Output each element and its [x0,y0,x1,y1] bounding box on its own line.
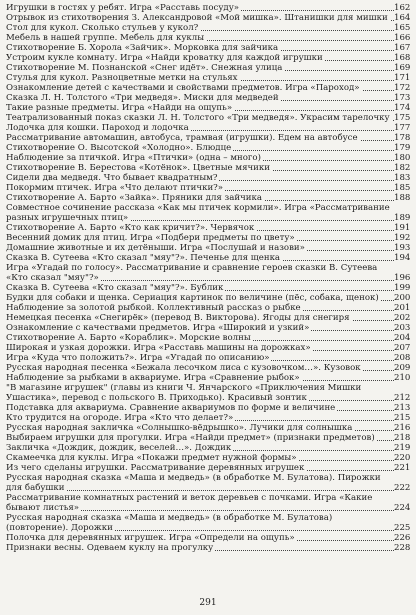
toc-entry-title: Рассматривание комнатных растений и веток деревьев с почками. Игра «Какие бывают листья» [6,493,373,513]
toc-entry-page: 218 [394,433,410,443]
toc-entry [6,333,410,343]
toc-entry-title: Наблюдение за птичкой. Игра «Птички» (одна – много) [6,153,261,163]
toc-entry [6,513,410,533]
toc-entry-title: Игрушки в гостях у ребят. Игра «Расставь посуду» [6,3,240,13]
toc-entry-title: Из чего сделаны игрушки. Рассматривание деревянных игрушек [6,463,305,473]
toc-entry-title: Выбираем игрушки для прогулки. Игра «Найди предмет» (признаки предметов) [6,433,375,443]
toc-entry-page: 172 [394,83,410,93]
toc-entry-title: Русская народная сказка «Маша и медведь» (в обработке М. Булатова) (повторение). Дорожки [6,513,333,533]
toc-entry-title: Будки для собаки и щенка. Сериация картинок по величине (пёс, собака, щенок) [6,293,379,303]
toc-entry-page: 191 [394,223,410,233]
toc-entry-title: Сказка В. Сутеева «Кто сказал "мяу"?». Бублик [6,283,224,293]
toc-entry [6,23,410,33]
toc-entry [6,543,410,553]
toc-entry [6,473,410,493]
toc-entry-title: Русская народная песенка «Бежала лесочком лиса с кузовочком…». Кузовок [6,363,361,373]
toc-entry-title: Отрывок из стихотворения З. Александровой «Мой мишка». Штанишки для мишки [6,13,388,23]
toc-entry-title: Стихотворение М. Познанской «Снег идёт». Снежная улица [6,63,283,73]
toc-entry [6,253,410,263]
toc-entry-title: Кто трудится на огороде. Игра «Кто что делает?» [6,413,234,423]
toc-entry-page: 167 [394,43,410,53]
toc-entry-page: 208 [394,353,410,363]
toc-entry [6,43,410,53]
toc-entry [6,283,410,293]
toc-entry-page: 202 [394,313,410,323]
toc-entry-title: Стихотворение Б. Хорола «Зайчик». Морковка для зайчика [6,43,279,53]
toc-entry-title: Стихотворение А. Барто «Кораблик». Морские волны [6,333,251,343]
toc-entry-page: 192 [394,233,410,243]
toc-entry-page: 220 [394,453,410,463]
toc-entry-page: 228 [394,543,410,553]
toc-entry [6,13,410,23]
toc-entry [6,403,410,413]
toc-entry [6,373,410,383]
toc-entry [6,53,410,63]
toc-entry-page: 178 [394,133,410,143]
page-number: 291 [199,598,217,608]
toc-entry-title: Широкая и узкая дорожки. Игра «Расставь машины на дорожках» [6,343,311,353]
toc-entry [6,323,410,333]
toc-entry-title: Скамеечка для куклы. Игра «Покажи предмет нужной формы» [6,453,297,463]
toc-entry-page: 164 [394,13,410,23]
toc-entry-page: 224 [394,503,410,513]
toc-entry-page: 210 [394,373,410,383]
toc-entry-title: Весенний домик для птиц. Игра «Подбери предметы по цвету» [6,233,295,243]
toc-entry-title: Стихотворение О. Высотской «Холодно». Блюдце [6,143,232,153]
toc-entry-title: Игра «Куда что положить?». Игра «Угадай по описанию» [6,353,270,363]
toc-entry-page: 212 [394,393,410,403]
toc-entry [6,163,410,173]
toc-entry [6,223,410,233]
toc-entry-page: 165 [394,23,410,33]
toc-entry [6,433,410,443]
toc-entry-page: 225 [394,523,410,533]
toc-entry-page: 179 [394,143,410,153]
toc-entry-page: 182 [394,163,410,173]
toc-entry-title: Рассматривание автомашин, автобуса, трамвая (игрушки). Едем на автобусе [6,133,358,143]
toc-entry-title: Сказка Л. Н. Толстого «Три медведя». Миски для медведей [6,93,279,103]
toc-entry [6,3,410,13]
toc-entry-title: Наблюдение за золотой рыбкой. Коллективный рассказ о рыбке [6,303,301,313]
toc-entry-page: 194 [394,253,410,263]
toc-entry-title: Театрализованный показ сказки Л. Н. Толстого «Три медведя». Украсим тарелочку [6,113,390,123]
toc-entry [6,533,410,543]
toc-entry [6,293,410,303]
toc-entry-title: Закличка «Дождик, дождик, веселей…». Дождик [6,443,232,453]
toc-entry [6,303,410,313]
toc-entry-page: 180 [394,153,410,163]
toc-entry-page: 216 [394,423,410,433]
toc-entry [6,133,410,143]
toc-entry-title: Домашние животные и их детёныши. Игра «Послушай и назови» [6,243,305,253]
toc-entry-page: 199 [394,283,410,293]
toc-entry-title: Покормим птичек. Игра «Что делают птички?» [6,183,224,193]
toc-entry [6,153,410,163]
toc-entry-title: Лодочка для кошки. Пароход и лодочка [6,123,189,133]
toc-entry [6,463,410,473]
toc-entry-title: Русская народная закличка «Солнышко-вёдрышко». Лучики для солнышка [6,423,353,433]
toc-entry-title: Признаки весны. Одеваем куклу на прогулку [6,543,214,553]
toc-entry-title: Стихотворение А. Барто «Зайка». Пряники для зайчика [6,193,263,203]
toc-entry [6,73,410,83]
toc-entry-page: 174 [394,103,410,113]
toc-entry-title: Немецкая песенка «Снегирёк» (перевод В. Викторова). Ягоды для снегиря [6,313,350,323]
toc-entry [6,233,410,243]
toc-entry-title: Стихотворение В. Берестова «Котёнок». Цветные мячики [6,163,270,173]
toc-entry-title: Ознакомление с качествами предметов. Игра «Широкий и узкий» [6,323,310,333]
toc-entry-page: 188 [394,193,410,203]
toc-entry-page: 189 [394,213,410,223]
toc-entry-page: 193 [394,243,410,253]
toc-entry [6,83,410,93]
toc-entry [6,443,410,453]
toc-entry-page: 204 [394,333,410,343]
toc-entry [6,423,410,433]
toc-entry-page: 185 [394,183,410,193]
toc-entry-page: 175 [394,113,410,123]
toc-entry [6,453,410,463]
toc-entry-title: Совместное сочинение рассказа «Как мы птичек кормили». Игра «Рассматривание разных игрушечных птиц» [6,203,390,223]
toc-entry [6,493,410,513]
toc-entry [6,413,410,423]
toc-entry-page: 221 [394,463,410,473]
toc-entry-page: 169 [394,63,410,73]
toc-entry-page: 209 [394,363,410,373]
toc-entry-page: 162 [394,3,410,13]
toc-entry [6,93,410,103]
toc-entry [6,123,410,133]
toc-entry [6,103,410,113]
toc-entry [6,243,410,253]
toc-entry [6,113,410,123]
toc-entry-page: 168 [394,53,410,63]
toc-entry [6,143,410,153]
toc-entry-page: 173 [394,93,410,103]
toc-entry-title: Наблюдение за рыбками в аквариуме. Игра «Сравнение рыбок» [6,373,300,383]
toc-entry-page: 222 [394,483,410,493]
toc-entry-title: Стихотворение А. Барто «Кто как кричит?». Червячок [6,223,255,233]
toc-entry-title: Подставка для аквариума. Сравнение аквариумов по форме и величине [6,403,336,413]
toc-entry-page: 177 [394,123,410,133]
toc-entry-title: Сказка В. Сутеева «Кто сказал "мяу"?». Печенье для щенка [6,253,281,263]
toc-entry [6,63,410,73]
toc-entry-page: 226 [394,533,410,543]
toc-entry-title: Русская народная сказка «Маша и медведь» (в обработке М. Булатова). Пирожки для бабушки [6,473,381,493]
toc-entry-page: 171 [394,73,410,83]
toc-entry-page: 215 [394,413,410,423]
toc-entry-page: 196 [394,273,410,283]
toc-entry-title: Стол для кукол. Сколько стульев у кукол? [6,23,199,33]
toc-entry-title: "В магазине игрушек" (главы из книги Ч. Янчарского «Приключения Мишки Ушастика», перевод с польского В. Приходько). Красивый зонтик [6,383,362,403]
table-of-contents [6,3,410,553]
toc-entry-title: Сидели два медведя. Что бывает квадратным? [6,173,218,183]
toc-entry [6,183,410,193]
toc-entry-title: Полочка для деревянных игрушек. Игра «Определи на ощупь» [6,533,295,543]
toc-entry [6,343,410,353]
toc-entry-title: Такие разные предметы. Игра «Найди на ощупь» [6,103,233,113]
toc-entry-page: 166 [394,33,410,43]
toc-entry [6,173,410,183]
toc-entry [6,33,410,43]
toc-entry-title: Ознакомление детей с качествами и свойствами предметов. Игра «Пароход» [6,83,360,93]
toc-entry-title: Мебель в нашей группе. Мебель для куклы [6,33,205,43]
toc-entry-page: 213 [394,403,410,413]
toc-entry-page: 207 [394,343,410,353]
toc-entry-page: 203 [394,323,410,333]
toc-entry [6,353,410,363]
toc-entry [6,363,410,373]
toc-entry-page: 200 [394,293,410,303]
toc-entry-page: 219 [394,443,410,453]
toc-entry-title: Устроим кукле комнату. Игра «Найди кроватку для каждой игрушки [6,53,323,63]
toc-entry [6,313,410,323]
toc-entry [6,383,410,403]
toc-entry [6,193,410,203]
toc-entry-title: Игра «Угадай по голосу». Рассматривание и сравнение героев сказки В. Сутеева «Кто сказал "мяу"?» [6,263,378,283]
toc-entry [6,203,410,223]
toc-entry [6,263,410,283]
toc-entry-page: 183 [394,173,410,183]
toc-entry-page: 201 [394,303,410,313]
toc-entry-title: Стулья для кукол. Разноцветные метки на стульях [6,73,238,83]
